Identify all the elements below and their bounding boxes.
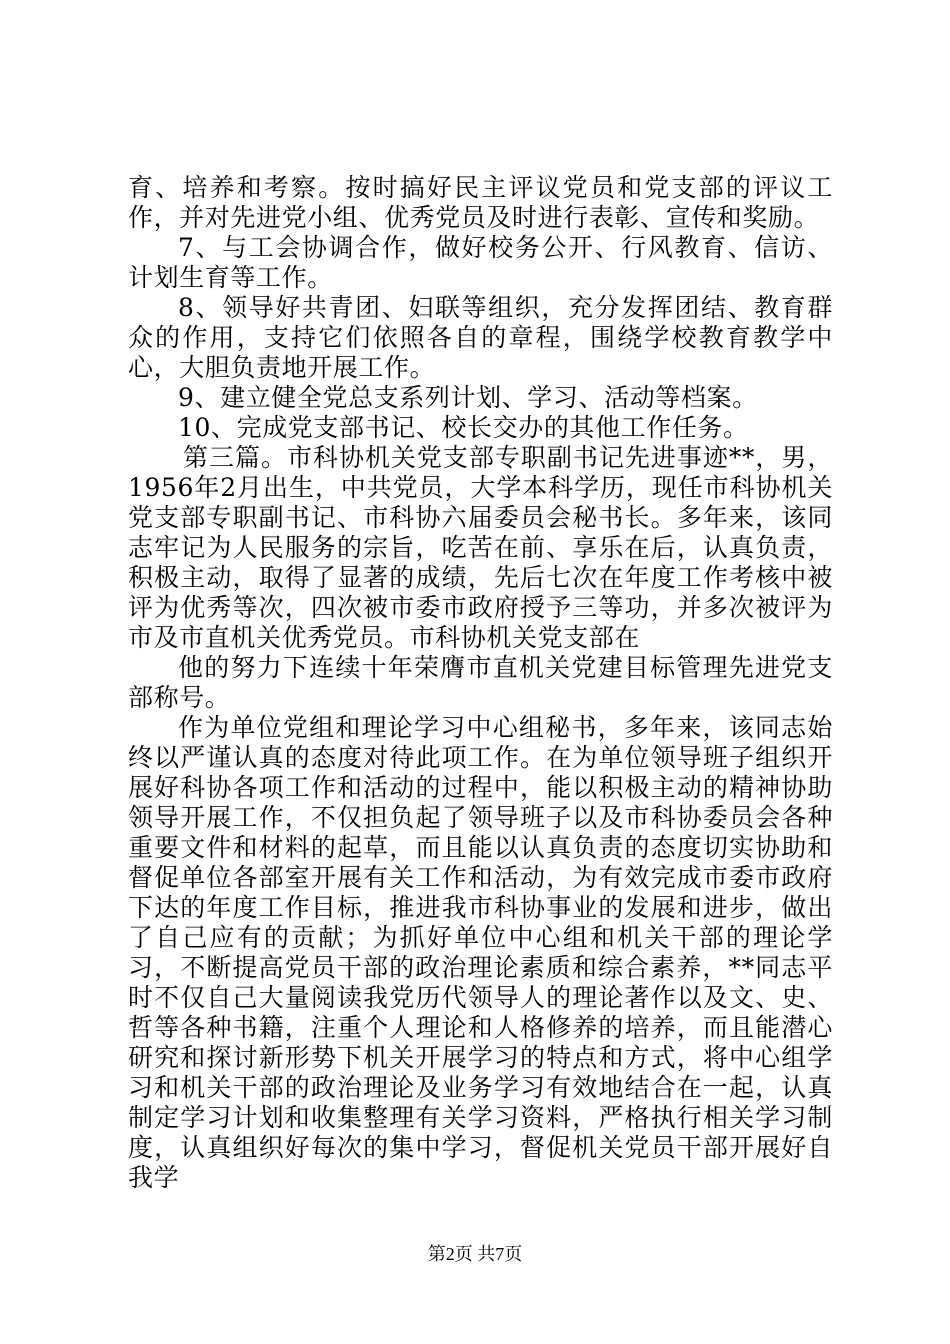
document-body (128, 173, 833, 1193)
paragraph-item-10: 10、完成党支部书记、校长交办的其他工作任务。 (178, 413, 749, 442)
paragraph-item-8: 8、领导好共青团、妇联等组织，充分发挥团结、教育群众的作用，支持它们依照各自的章程，围绕学校教育教学中心，大胆负责地开展工作。 (128, 293, 833, 382)
paragraph-item-7: 7、与工会协调合作，做好校务公开、行风教育、信访、计划生育等工作。 (128, 233, 833, 292)
paragraph-item-9: 9、建立健全党总支系列计划、学习、活动等档案。 (178, 383, 758, 412)
paragraph-achievement: 他的努力下连续十年荣膺市直机关党建目标管理先进党支部称号。 (128, 653, 833, 712)
paragraph-secretary-work: 作为单位党组和理论学习中心组秘书，多年来，该同志始终以严谨认真的态度对待此项工作。在为单位领导班子组织开展好科协各项工作和活动的过程中，能以积极主动的精神协助领导开展工作，不仅担负起了领导班子以及市科协委员会各种重要文件和材料的起草，而且能以认真负责的态度切实协助和督促单位各部室开展有关工作和活动，为有效完成市委市政府下达的年度工作目标，推进我市科协事业的发展和进步，做出了自己应有的贡献；为抓好单位中心组和机关干部的理论学习，不断提高党员干部的政治理论素质和综合素养，**同志平时不仅自己大量阅读我党历代领导人的理论著作以及文、史、哲等各种书籍，注重个人理论和人格修养的培养，而且能潜心研究和探讨新形势下机关开展学习的特点和方式，将中心组学习和机关干部的政治理论及业务学习有效地结合在一起，认真制定学习计划和收集整理有关学习资料，严格执行相关学习制度，认真组织好每次的集中学习，督促机关党员干部开展好自我学 (128, 713, 833, 1192)
paragraph-continuation: 育、培养和考察。按时搞好民主评议党员和党支部的评议工作，并对先进党小组、优秀党员及时进行表彰、宣传和奖励。 (128, 173, 833, 232)
paragraph-section-three: 第三篇。市科协机关党支部专职副书记先进事迹**，男，1956年2月出生，中共党员，大学本科学历，现任市科协机关党支部专职副书记、市科协六届委员会秘书长。多年来，该同志牢记为人民服务的宗旨，吃苦在前、享乐在后，认真负责，积极主动，取得了显著的成绩，先后七次在年度工作考核中被评为优秀等次，四次被市委市政府授予三等功，并多次被评为市及市直机关优秀党员。市科协机关党支部在 (128, 443, 833, 652)
page-number-footer: 第2页 共7页 (427, 1244, 523, 1264)
